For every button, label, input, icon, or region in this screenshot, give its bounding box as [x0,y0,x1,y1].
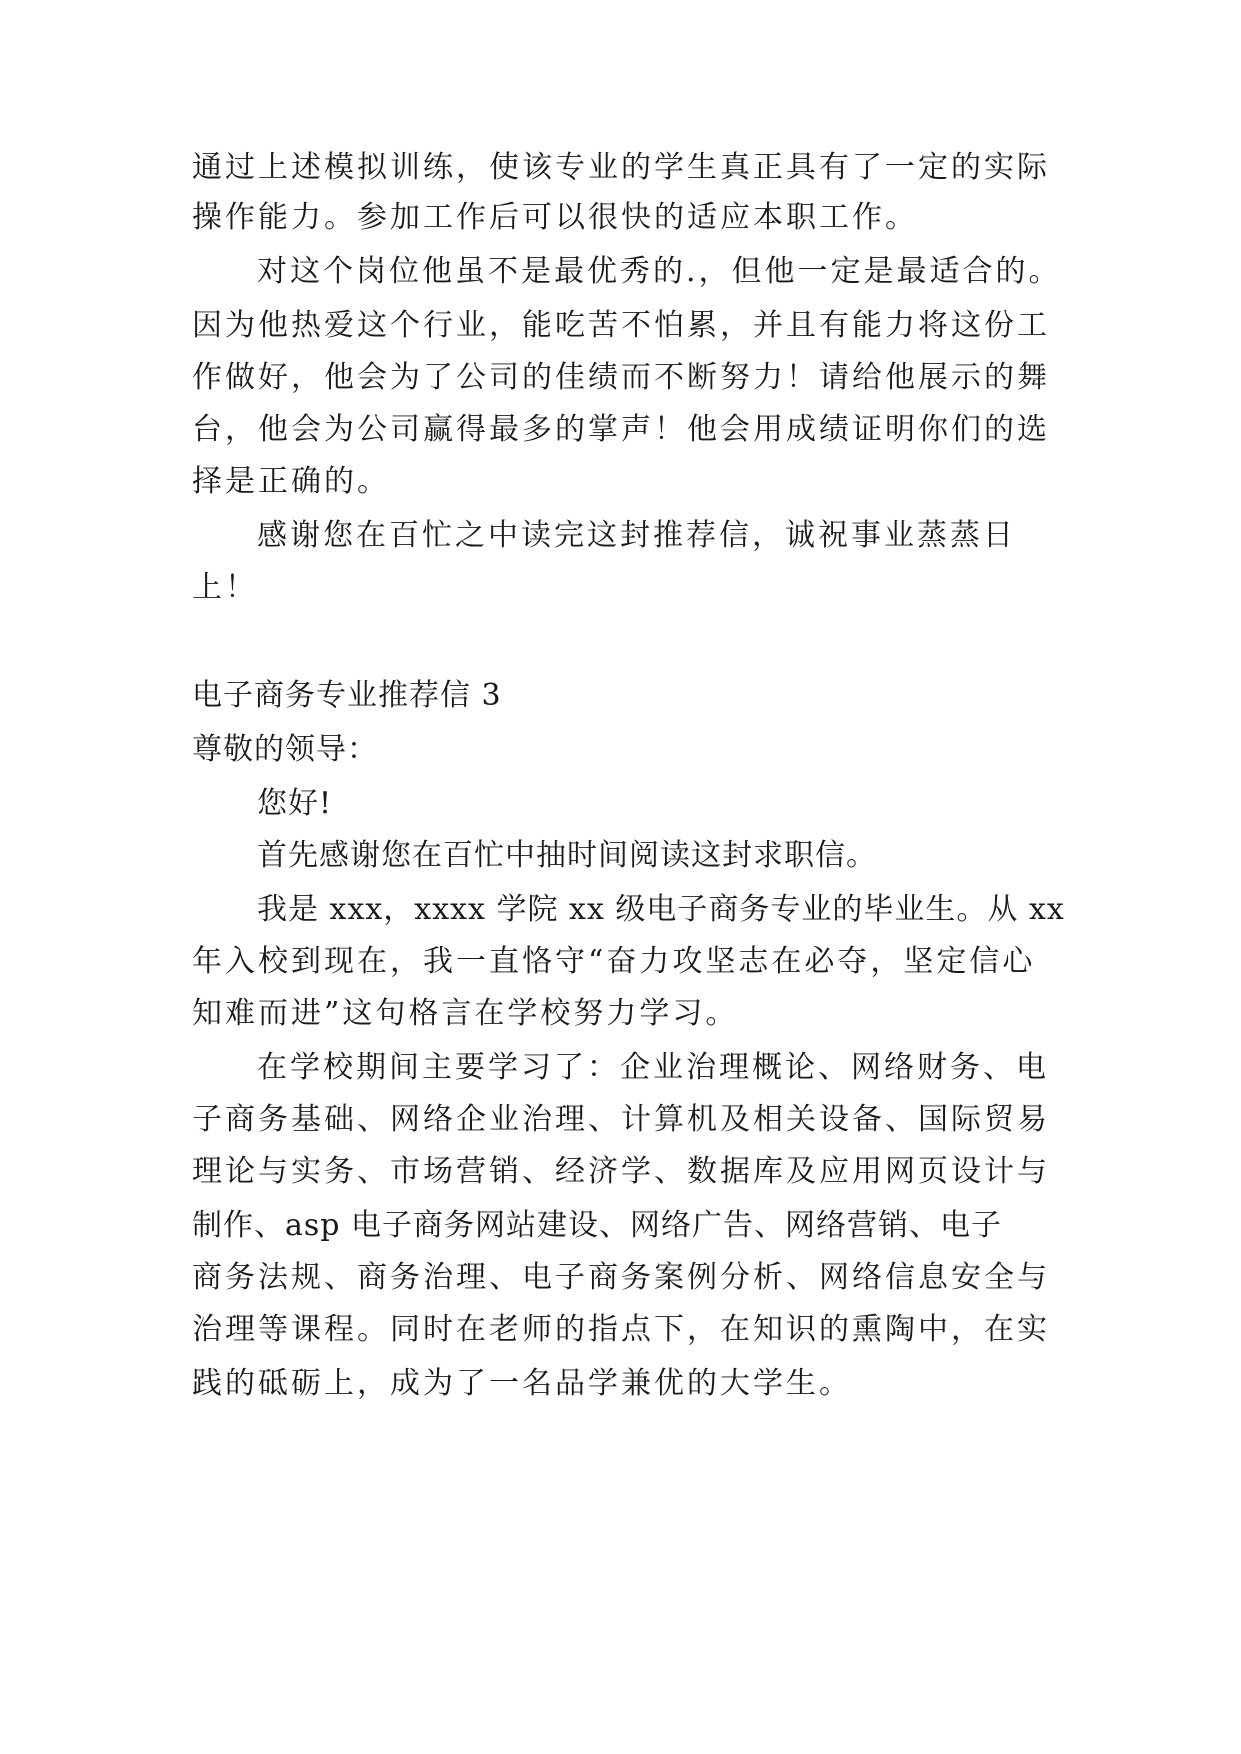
paragraph-line: 治理等课程。同时在老师的指点下，在知识的熏陶中，在实 [192,1312,1050,1347]
paragraph-line: 理论与实务、市场营销、经济学、数据库及应用网页设计与 [192,1154,1050,1189]
greeting: 您好! [257,786,333,821]
paragraph-line: 商务法规、商务治理、电子商务案例分析、网络信息安全与 [192,1260,1050,1295]
paragraph-line: 因为他热爱这个行业，能吃苦不怕累，并且有能力将这份工 [192,308,1050,343]
paragraph-line: 知难而进”这句格言在学校努力学习。 [192,996,739,1031]
paragraph-line: 我是 xxx，xxxx 学院 xx 级电子商务专业的毕业生。从 xx [257,892,1065,927]
paragraph-line: 操作能力。参加工作后可以很快的适应本职工作。 [192,200,918,235]
paragraph-line: 年入校到现在，我一直恪守“奋力攻坚志在必夺，坚定信心 [192,944,1036,979]
paragraph-line: 上！ [192,570,258,605]
paragraph-line: 子商务基础、网络企业治理、计算机及相关设备、国际贸易 [192,1102,1050,1137]
paragraph-line: 制作、asp 电子商务网站建设、网络广告、网络营销、电子 [192,1208,1003,1243]
section-title: 电子商务专业推荐信 3 [192,678,502,713]
paragraph-line: 作做好，他会为了公司的佳绩而不断努力！请给他展示的舞 [192,360,1050,395]
paragraph-line: 对这个岗位他虽不是最优秀的.，但他一定是最适合的。 [257,254,1062,289]
paragraph-line: 践的砥砺上，成为了一名品学兼优的大学生。 [192,1366,852,1401]
paragraph-line: 通过上述模拟训练，使该专业的学生真正具有了一定的实际 [192,150,1050,185]
salutation: 尊敬的领导： [192,732,378,767]
paragraph-line: 择是正确的。 [192,464,390,499]
paragraph-line: 感谢您在百忙之中读完这封推荐信，诚祝事业蒸蒸日 [257,518,1016,553]
paragraph-line: 台，他会为公司赢得最多的掌声！他会用成绩证明你们的选 [192,412,1050,447]
paragraph-line: 在学校期间主要学习了：企业治理概论、网络财务、电 [257,1050,1049,1085]
paragraph-line: 首先感谢您在百忙中抽时间阅读这封求职信。 [257,838,877,873]
